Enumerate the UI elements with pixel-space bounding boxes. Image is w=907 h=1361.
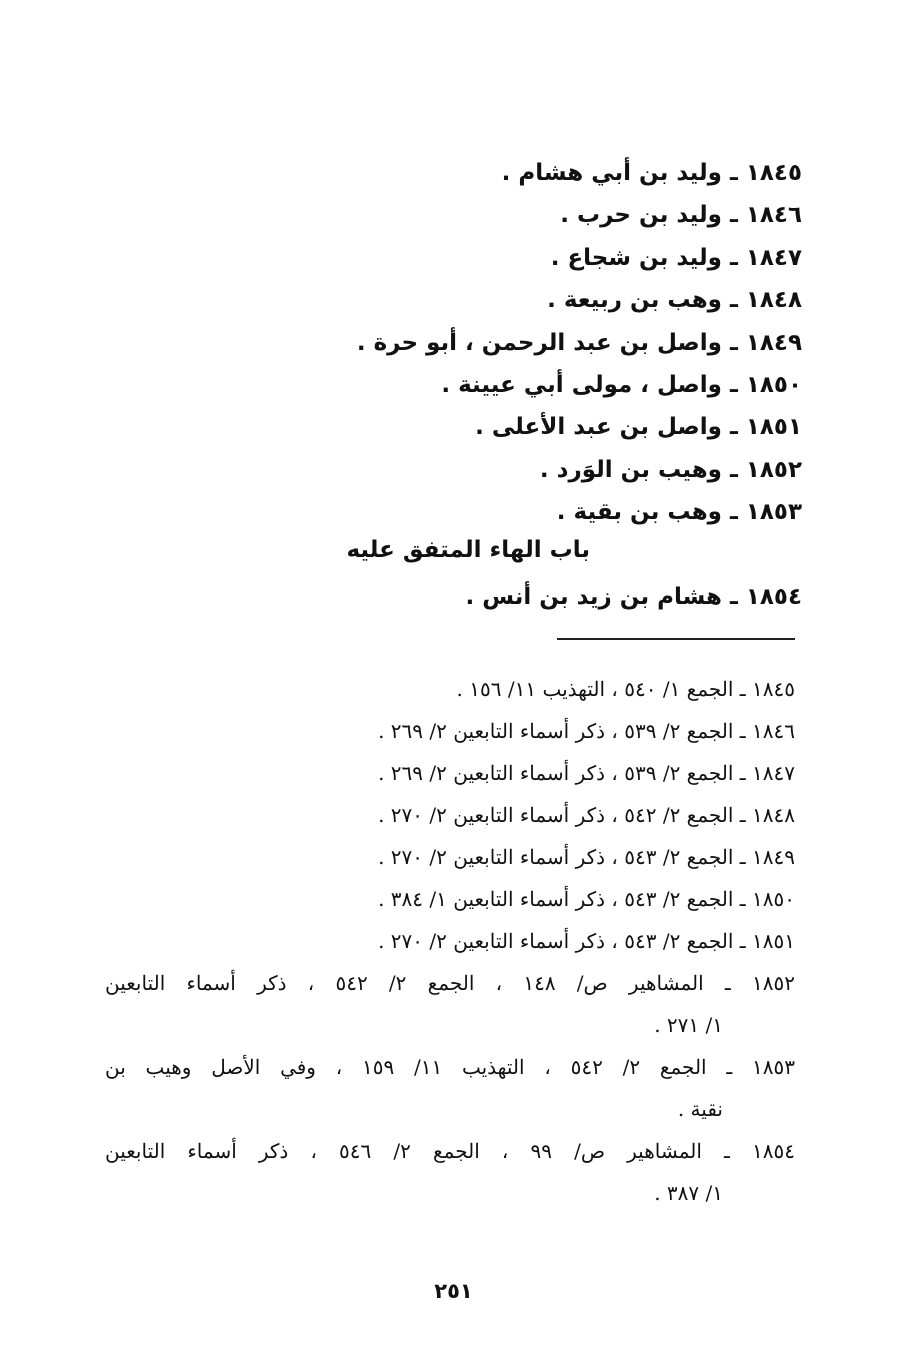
entry-1849: ١٨٤٩ ـ واصل بن عبد الرحمن ، أبو حرة . bbox=[356, 329, 802, 356]
footnote-1854 bbox=[105, 1130, 795, 1214]
entry-1853: ١٨٥٣ ـ وهب بن بقية . bbox=[556, 499, 802, 526]
entry-1854: ١٨٥٤ ـ هشام بن زيد بن أنس . bbox=[465, 584, 802, 610]
footnotes bbox=[105, 668, 795, 1214]
entry-1848: ١٨٤٨ ـ وهب بن ربيعة . bbox=[547, 287, 802, 314]
footnote-continuation: نقية . bbox=[677, 1097, 723, 1121]
footnote-1853 bbox=[105, 1046, 795, 1130]
entry-1851: ١٨٥١ ـ واصل بن عبد الأعلى . bbox=[475, 414, 802, 441]
footnote-1846: ١٨٤٦ ـ الجمع ٢/ ٥٣٩ ، ذكر أسماء التابعين ٢/ ٢٦٩ . bbox=[378, 719, 795, 743]
footnote-divider bbox=[557, 638, 795, 640]
footnote-line: ١٨٥٢ ـ المشاهير ص/ ١٤٨ ، الجمع ٢/ ٥٤٢ ، ذكر أسماء التابعين bbox=[105, 971, 795, 995]
entry-1846: ١٨٤٦ ـ وليد بن حرب . bbox=[560, 202, 802, 229]
footnote-1848: ١٨٤٨ ـ الجمع ٢/ ٥٤٢ ، ذكر أسماء التابعين ٢/ ٢٧٠ . bbox=[378, 803, 795, 827]
footnote-line: ١٨٥٤ ـ المشاهير ص/ ٩٩ ، الجمع ٢/ ٥٤٦ ، ذكر أسماء التابعين bbox=[105, 1139, 795, 1163]
footnote-1852 bbox=[105, 962, 795, 1046]
page-number: ٢٥١ bbox=[434, 1279, 473, 1303]
entry-1845: ١٨٤٥ ـ وليد بن أبي هشام . bbox=[501, 160, 802, 186]
entry-list bbox=[282, 152, 802, 534]
footnote-1847: ١٨٤٧ ـ الجمع ٢/ ٥٣٩ ، ذكر أسماء التابعين ٢/ ٢٦٩ . bbox=[378, 761, 795, 785]
section-heading: باب الهاء المتفق عليه bbox=[346, 537, 590, 563]
footnote-1851: ١٨٥١ ـ الجمع ٢/ ٥٤٣ ، ذكر أسماء التابعين ٢/ ٢٧٠ . bbox=[378, 929, 795, 953]
footnote-continuation: ١/ ٣٨٧ . bbox=[654, 1181, 723, 1205]
entry-1847: ١٨٤٧ ـ وليد بن شجاع . bbox=[550, 244, 802, 271]
footnote-continuation: ١/ ٢٧١ . bbox=[654, 1013, 723, 1037]
footnote-1849: ١٨٤٩ ـ الجمع ٢/ ٥٤٣ ، ذكر أسماء التابعين ٢/ ٢٧٠ . bbox=[378, 845, 795, 869]
entry-1850: ١٨٥٠ ـ واصل ، مولى أبي عيينة . bbox=[441, 371, 802, 398]
entry-1852: ١٨٥٢ ـ وهيب بن الوَرد . bbox=[539, 456, 802, 483]
footnote-1850: ١٨٥٠ ـ الجمع ٢/ ٥٤٣ ، ذكر أسماء التابعين ١/ ٣٨٤ . bbox=[378, 887, 795, 911]
footnote-line: ١٨٥٣ ـ الجمع ٢/ ٥٤٢ ، التهذيب ١١/ ١٥٩ ، وفي الأصل وهيب بن bbox=[105, 1055, 795, 1079]
footnote-1845: ١٨٤٥ ـ الجمع ١/ ٥٤٠ ، التهذيب ١١/ ١٥٦ . bbox=[456, 677, 795, 701]
